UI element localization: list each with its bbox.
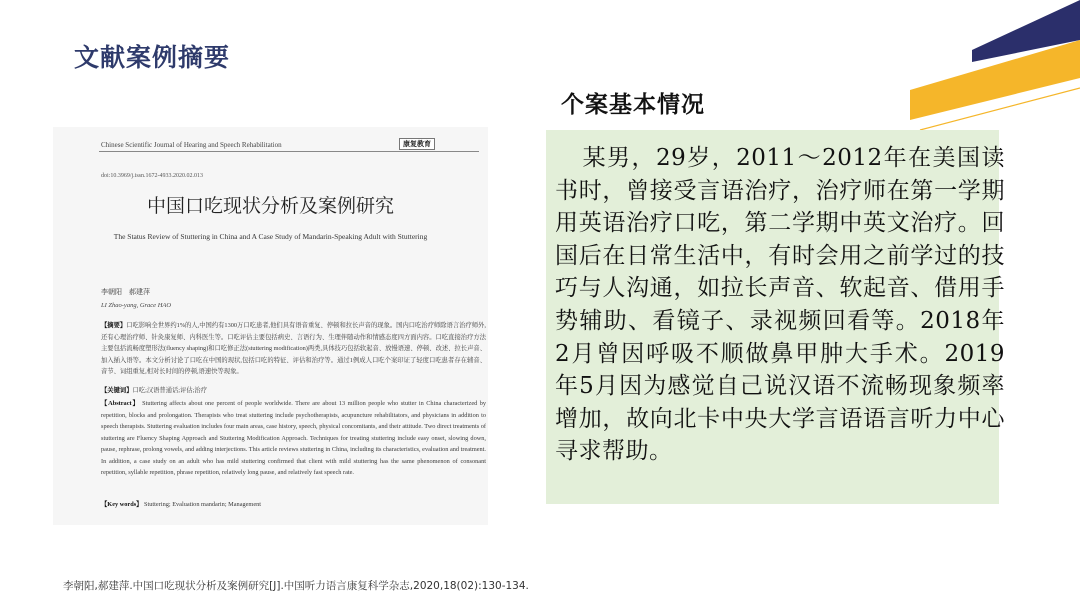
paper-doi: doi:10.3969/j.issn.1672-4933.2020.02.013 (101, 173, 204, 179)
keywords-cn-text: 口吃;汉语普通话;评估;治疗 (132, 387, 207, 394)
paper-authors-cn: 李朝阳 郝建萍 (101, 288, 150, 296)
abstract-cn-text: 口吃影响全世界约1%的人,中国约有1300万口吃患者,他们具有语音重复、停顿和拉长声音的现象。国内口吃治疗师除语言治疗师外,还有心理治疗师、针灸康复师、内科医生等。口吃评估主要包括病史、言语行为、生理伴随动作和情感态度四方面内容。口吃直接治疗方法主要包括流畅度塑形法(fluency shaping)和口吃修正法(stuttering modification)两类,具体技巧包括软起音、放慢语速、停顿、改述、拉长声音、加入插入语等。本文分析讨论了口吃在中国的现状,包括口吃的特征、评估和治疗等。通过1例成人口吃个案印证了轻度口吃患者存在辅音、音节、词组重复,相对长时间的停顿,语速快等现象。 (101, 322, 486, 375)
paper-keywords-en (101, 499, 486, 511)
case-description: 某男，29岁，2011～2012年在美国读书时，曾接受言语治疗，治疗师在第一学期用英语治疗口吃，第二学期中英文治疗。回国后在日常生活中，有时会用之前学过的技巧与人沟通，如拉长声音、软起音、借用手势辅助、看镜子、录视频回看等。2018年2月曾因呼吸不顺做鼻甲肿大手术。2019年5月因为感觉自己说汉语不流畅现象频率增加，故向北卡中央大学言语语言听力中心寻求帮助。 (555, 145, 1005, 465)
abstract-en-label: 【Abstract】 (101, 400, 140, 407)
paper-title-cn: 中国口吃现状分析及案例研究 (146, 195, 394, 217)
paper-top-rule (99, 151, 479, 152)
keywords-en-label: 【Key words】 (101, 501, 143, 508)
paper-journal: Chinese Scientific Journal of Hearing and Speech Rehabilitation (101, 141, 282, 149)
case-box (546, 130, 1005, 504)
keywords-cn-label: 【关键词】 (101, 387, 133, 394)
paper-title-en: The Status Review of Stuttering in China and A Case Study of Mandarin-Speaking Adult with Stuttering (113, 232, 428, 241)
corner-decoration (880, 0, 1080, 140)
paper-keywords-cn (101, 385, 486, 397)
paper-scan (53, 127, 488, 525)
citation: 李朝阳,郝建萍.中国口吃现状分析及案例研究[J].中国听力语言康复科学杂志,2020,18(02):130-134. (63, 580, 529, 592)
paper-abstract-en (101, 398, 486, 479)
abstract-en-text: Stuttering affects about one percent of people worldwide. There are about 13 million people who stutter in China characterized by repetition, blocks and prolongation. Therapists who treat stuttering include psychotherapists, acupuncture rehabilitators, and physicians in addition to speech therapists. Stuttering evaluation includes four main areas, case history, speech, physical concomitants, and their attitude. Two direct treatments of stuttering are Fluency Shaping Approach and Stuttering Modification Approach. Techniques for treating stuttering include easy onset, slowing down, pause, rephrase, prolong vowels, and adding interjections. This article reviews stuttering in China, including its characteristics, evaluation and treatment. In addition, a case study on an adult who has mild stuttering confirmed that client with mild stuttering has the same phenomenon of consonant repetition, syllable repetition, phrase repetition, relatively long pause, and relatively fast speech rate. (101, 400, 487, 476)
journal-logo: 康复教育 (399, 138, 435, 150)
slide-title: 文献案例摘要 (74, 43, 231, 72)
paper-abstract-cn (101, 320, 486, 378)
abstract-cn-label: 【摘要】 (101, 322, 127, 329)
paper-authors-en: LI Zhao-yang, Grace HAO (101, 302, 172, 309)
case-subtitle: 个案基本情况 (561, 92, 705, 118)
keywords-en-text: Stuttering; Evaluation mandarin; Management (144, 501, 262, 508)
